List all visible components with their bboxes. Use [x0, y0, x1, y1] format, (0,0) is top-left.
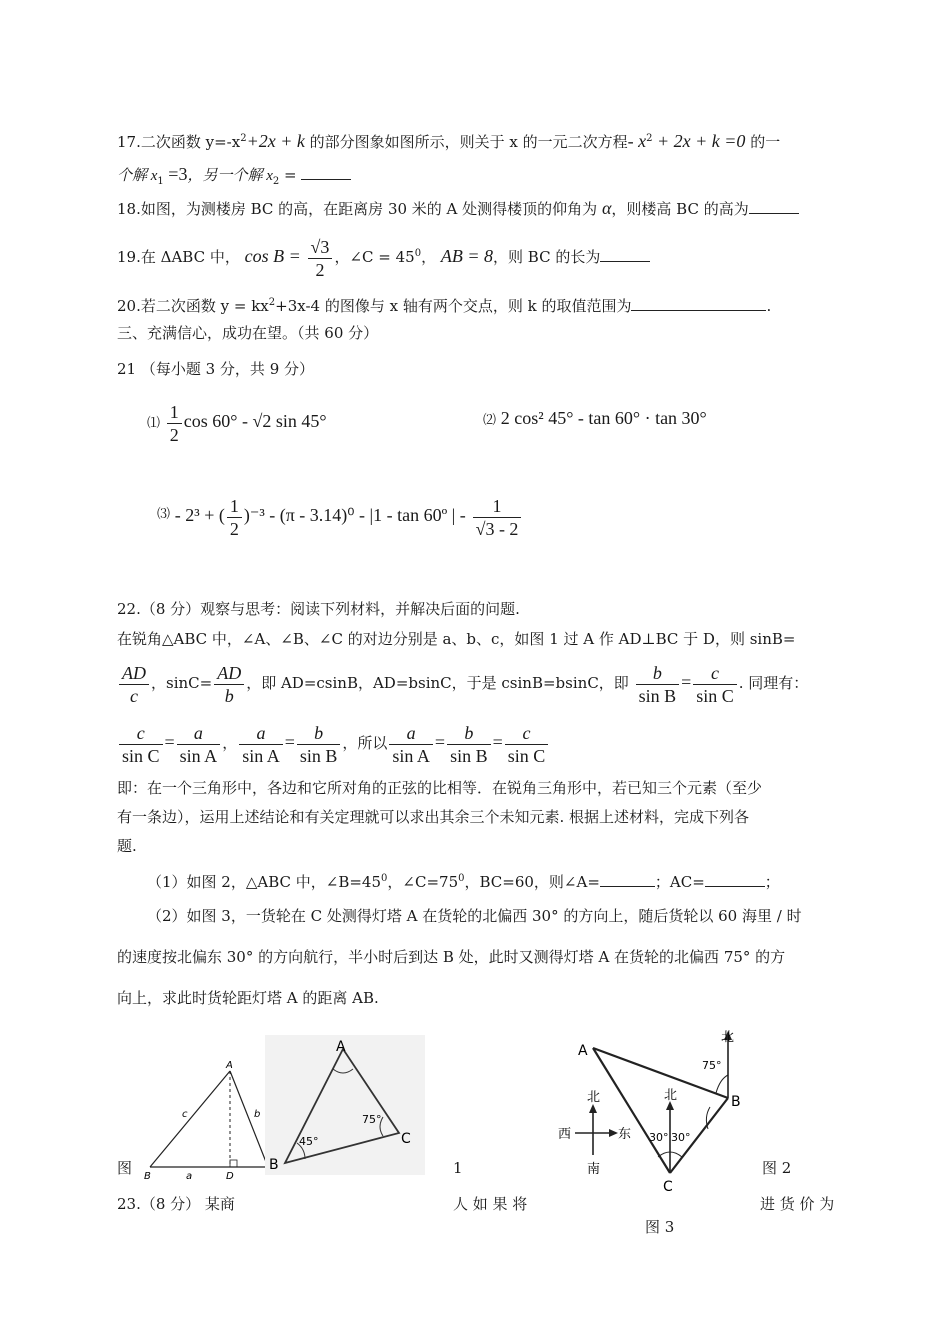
- q21-part3: ⑶ - 2³ + ( $\frac{1}{2}$ )⁻³ - (π - 3.14)⁰ - |1 - tan 60º | - $\frac{1}{√3 - 2}$: [157, 490, 523, 541]
- fig1-label-B: B: [144, 1171, 151, 1182]
- q19-line: 19.在 ΔABC 中， cos B = $\frac{√3}{2}$ ，∠C = $45^0$， AB = 8，则 BC 的长为: [117, 232, 650, 281]
- q23-part-a: 23.（8 分） 某商: [117, 1195, 235, 1213]
- q20-answer-blank[interactable]: [631, 294, 766, 311]
- q19-answer-blank[interactable]: [600, 245, 650, 262]
- fig2-label-B: B: [269, 1157, 279, 1173]
- figure-3-navigation: [550, 1025, 765, 1195]
- fig2-label-A: A: [336, 1039, 346, 1055]
- q22-heading: 22.（8 分）观察与思考：阅读下列材料，并解决后面的问题.: [117, 600, 520, 618]
- fig1-label-D: D: [226, 1171, 234, 1182]
- fig2-angle-B: 45°: [299, 1135, 319, 1148]
- fig2-angle-C: 75°: [362, 1113, 382, 1126]
- fig3-label-C: C: [663, 1179, 673, 1195]
- q22-sub2-line2: 的速度按北偏东 30° 的方向航行，半小时后到达 B 处，此时又测得灯塔 A 在货轮的北偏西 75° 的方: [117, 948, 786, 966]
- q18-line: 18.如图，为测楼房 BC 的高，在距离房 30 米的 A 处测得楼顶的仰角为 α，则楼高 BC 的高为: [117, 197, 799, 220]
- fig1-label-a: a: [186, 1171, 193, 1182]
- q17-line2: 个解 $x_1 =3$，另一个解 $x_2$ =: [117, 163, 351, 193]
- fig1-label-b: b: [254, 1109, 261, 1120]
- section3-heading: 三、充满信心，成功在望。（共 60 分）: [117, 324, 379, 342]
- figure-2-triangle: [265, 1035, 425, 1175]
- fig1-label-A: A: [226, 1060, 233, 1071]
- q22-sub1: （1）如图 2，△ABC 中，$\angle B=45^0$，$\angle C=75^0$，BC=60，则∠A= ；AC= ；: [147, 868, 780, 893]
- q22-sub2-line3: 向上，求此时货轮距灯塔 A 的距离 AB.: [117, 989, 379, 1007]
- q22-angleA-blank[interactable]: [600, 870, 655, 887]
- q23-part-c: 进 货 价 为: [760, 1195, 835, 1213]
- q22-line7: 题.: [117, 837, 137, 855]
- q21-part2: ⑵ 2 cos² 45° - tan 60° · tan 30°: [483, 408, 707, 428]
- fig3-angle-30-left: 30°: [649, 1131, 669, 1144]
- q21-heading: 21 （每小题 3 分，共 9 分）: [117, 360, 315, 378]
- caption-left: 图: [117, 1159, 133, 1177]
- q23-part-b: 人 如 果 将: [453, 1195, 528, 1213]
- fig3-label-B: B: [731, 1094, 741, 1110]
- q22-AC-blank[interactable]: [705, 870, 765, 887]
- q20-line: 20.若二次函数 $y = kx^2+3x-4$ 的图像与 x 轴有两个交点，则 k 的取值范围为 .: [117, 292, 771, 317]
- q22-line5: 即：在一个三角形中，各边和它所对角的正弦的比相等．在锐角三角形中，若已知三个元素（至少: [117, 779, 763, 797]
- q22-line3: $\frac{AD}{c}$ ，sinC= $\frac{AD}{b}$ ，即 AD=csinB，AD=bsinC，于是 csinB=bsinC，即 $\frac{b}{\text{sin B}}$ = $\frac{c}{\text{sin C}}$ . 同理有：: [117, 660, 808, 707]
- fig3-angle-30-right: 30°: [671, 1131, 691, 1144]
- caption-1: 1: [453, 1159, 463, 1177]
- q22-line2: 在锐角△ABC 中，∠A、∠B、∠C 的对边分别是 a、b、c，如图 1 过 A 作 AD⊥BC 于 D，则 sinB=: [117, 630, 796, 648]
- q19-fraction: $\frac{√3}{2}$: [308, 236, 333, 281]
- fig3-angle-75: 75°: [702, 1059, 722, 1072]
- caption-3: 图 3: [645, 1218, 675, 1236]
- fig3-label-A: A: [578, 1043, 588, 1059]
- q22-line4: $\frac{c}{\text{sin C}}$ = $\frac{a}{\text{sin A}}$ ， $\frac{a}{\text{sin A}}$ = $\frac{b}{\text{sin B}}$ ，所以 $\frac{a}{\text{sin A}}$ = $\frac{b}{\text{sin B}}$ = $\frac{c}{\text{sin C}}$: [117, 720, 550, 767]
- q21-part1: ⑴ $\frac{1}{2}$ cos 60° - √2 sin 45°: [147, 401, 327, 445]
- fig3-compass-east: 东: [618, 1127, 632, 1142]
- figure-1-triangle: [140, 1055, 270, 1185]
- fig3-north-B: 北: [721, 1030, 735, 1045]
- fig1-label-c: c: [182, 1109, 188, 1120]
- q17-line1: 17.二次函数 $y=-x^2+2x + k$ 的部分图象如图所示，则关于 x 的一元二次方程- $x^2 + 2x + k =0$ 的一: [117, 131, 781, 151]
- caption-2: 图 2: [762, 1159, 792, 1177]
- fig3-north-C: 北: [664, 1088, 678, 1103]
- q22-sub2-line1: （2）如图 3，一货轮在 C 处测得灯塔 A 在货轮的北偏西 30° 的方向上，随后货轮以 60 海里 / 时: [147, 907, 802, 925]
- fig2-label-C: C: [401, 1131, 411, 1147]
- q18-answer-blank[interactable]: [749, 197, 799, 214]
- q17-answer-blank[interactable]: [301, 163, 351, 180]
- fig3-compass-north: 北: [587, 1090, 601, 1105]
- fig3-compass-south: 南: [587, 1162, 601, 1177]
- q22-line6: 有一条边），运用上述结论和有关定理就可以求出其余三个未知元素. 根据上述材料，完成下列各: [117, 808, 750, 826]
- fig3-compass-west: 西: [558, 1127, 572, 1142]
